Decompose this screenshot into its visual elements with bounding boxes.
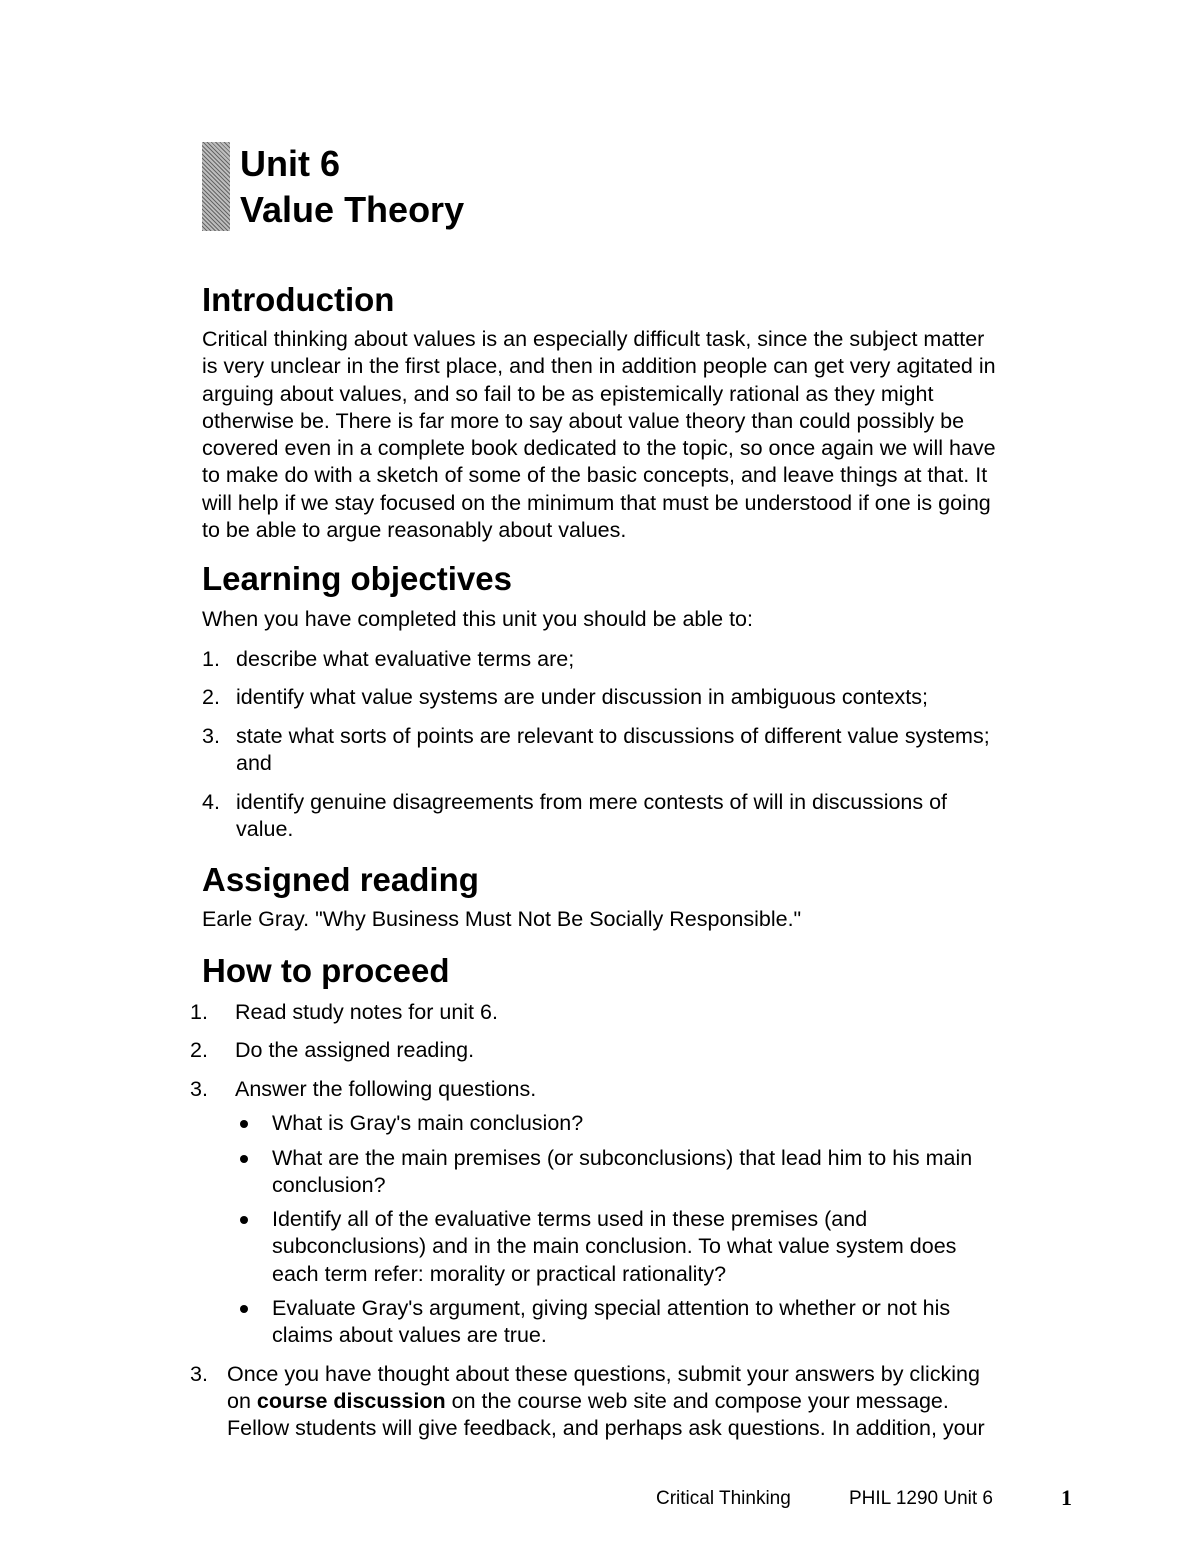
introduction-line: arguing about values, and so fail to be as epistemically rational as they might (202, 381, 934, 406)
introduction-line: to make do with a sketch of some of the basic concepts, and leave things at that. It (202, 463, 988, 488)
bullet-icon (240, 1120, 248, 1128)
question-text: subconclusions) and in the main conclusion. To what value system does (272, 1234, 957, 1258)
question-text: Evaluate Gray's argument, giving special attention to whether or not his (272, 1296, 951, 1320)
list-item-number: 2. (190, 1038, 208, 1062)
introduction-line: Critical thinking about values is an especially difficult task, since the subject matter (202, 327, 985, 351)
list-item-text: identify genuine disagreements from mere contests of will in discussions of (236, 790, 948, 814)
introduction-paragraph (202, 326, 1082, 544)
introduction-line: otherwise be. There is far more to say about value theory than could possibly be (202, 408, 965, 433)
footer-course-code: PHIL 1290 Unit 6 (849, 1488, 993, 1509)
question-text: claims about values are true. (272, 1323, 547, 1347)
learning-objectives-heading: Learning objectives (202, 560, 512, 597)
list-item-number: 4. (202, 790, 220, 814)
footer-course-name: Critical Thinking (656, 1488, 791, 1509)
introduction-line: to be able to argue reasonably about values. (202, 518, 627, 543)
list-item-number: 1. (202, 647, 220, 671)
final-step-prefix: on (227, 1389, 257, 1413)
question-text: Identify all of the evaluative terms used in these premises (and (272, 1207, 868, 1231)
introduction-line: covered even in a complete book dedicated to the topic, so once again we will have (202, 436, 996, 461)
learning-objectives-lead: When you have completed this unit you should be able to: (202, 607, 753, 631)
question-text: What are the main premises (or subconclusions) that lead him to his main (272, 1146, 973, 1170)
bullet-icon (240, 1305, 248, 1313)
introduction-line: is very unclear in the first place, and then in addition people can get very agitated in (202, 354, 996, 379)
introduction-line: will help if we stay focused on the minimum that must be understood if one is going (202, 490, 991, 515)
unit-label: Unit 6 (240, 143, 341, 184)
bullet-icon (240, 1155, 248, 1163)
question-text: each term refer: morality or practical rationality? (272, 1262, 727, 1286)
title-accent-bar (202, 142, 230, 231)
question-text: What is Gray's main conclusion? (272, 1111, 584, 1135)
list-item-text: state what sorts of points are relevant to discussions of different value systems; (236, 724, 990, 748)
question-text: conclusion? (272, 1173, 386, 1197)
final-step-text: Once you have thought about these questions, submit your answers by clicking (227, 1362, 980, 1386)
list-item-text: identify what value systems are under discussion in ambiguous contexts; (236, 685, 928, 709)
list-item-text: Read study notes for unit 6. (235, 1000, 498, 1024)
assigned-reading-heading: Assigned reading (202, 861, 479, 898)
list-item-text: value. (236, 817, 294, 841)
bullet-icon (240, 1216, 248, 1224)
page-title: Value Theory (240, 189, 465, 230)
list-item-number: 3. (202, 724, 220, 748)
how-to-proceed-heading: How to proceed (202, 952, 450, 989)
assigned-reading-text: Earle Gray. "Why Business Must Not Be Socially Responsible." (202, 907, 802, 931)
list-item-text: Do the assigned reading. (235, 1038, 475, 1062)
final-step-text: Fellow students will give feedback, and perhaps ask questions. In addition, your (227, 1416, 985, 1440)
course-discussion-link[interactable]: course discussion (256, 1389, 446, 1413)
final-step-text (227, 1388, 949, 1416)
list-item-text: describe what evaluative terms are; (236, 647, 575, 671)
introduction-heading: Introduction (202, 281, 395, 318)
list-item-number: 3. (190, 1077, 208, 1101)
list-item-number: 2. (202, 685, 220, 709)
final-step-suffix: on the course web site and compose your message. (445, 1389, 949, 1413)
page-number: 1 (1061, 1485, 1072, 1510)
list-item-text: and (236, 751, 272, 775)
list-item-number: 3. (190, 1362, 208, 1386)
list-item-text: Answer the following questions. (235, 1077, 537, 1101)
list-item-number: 1. (190, 1000, 208, 1024)
